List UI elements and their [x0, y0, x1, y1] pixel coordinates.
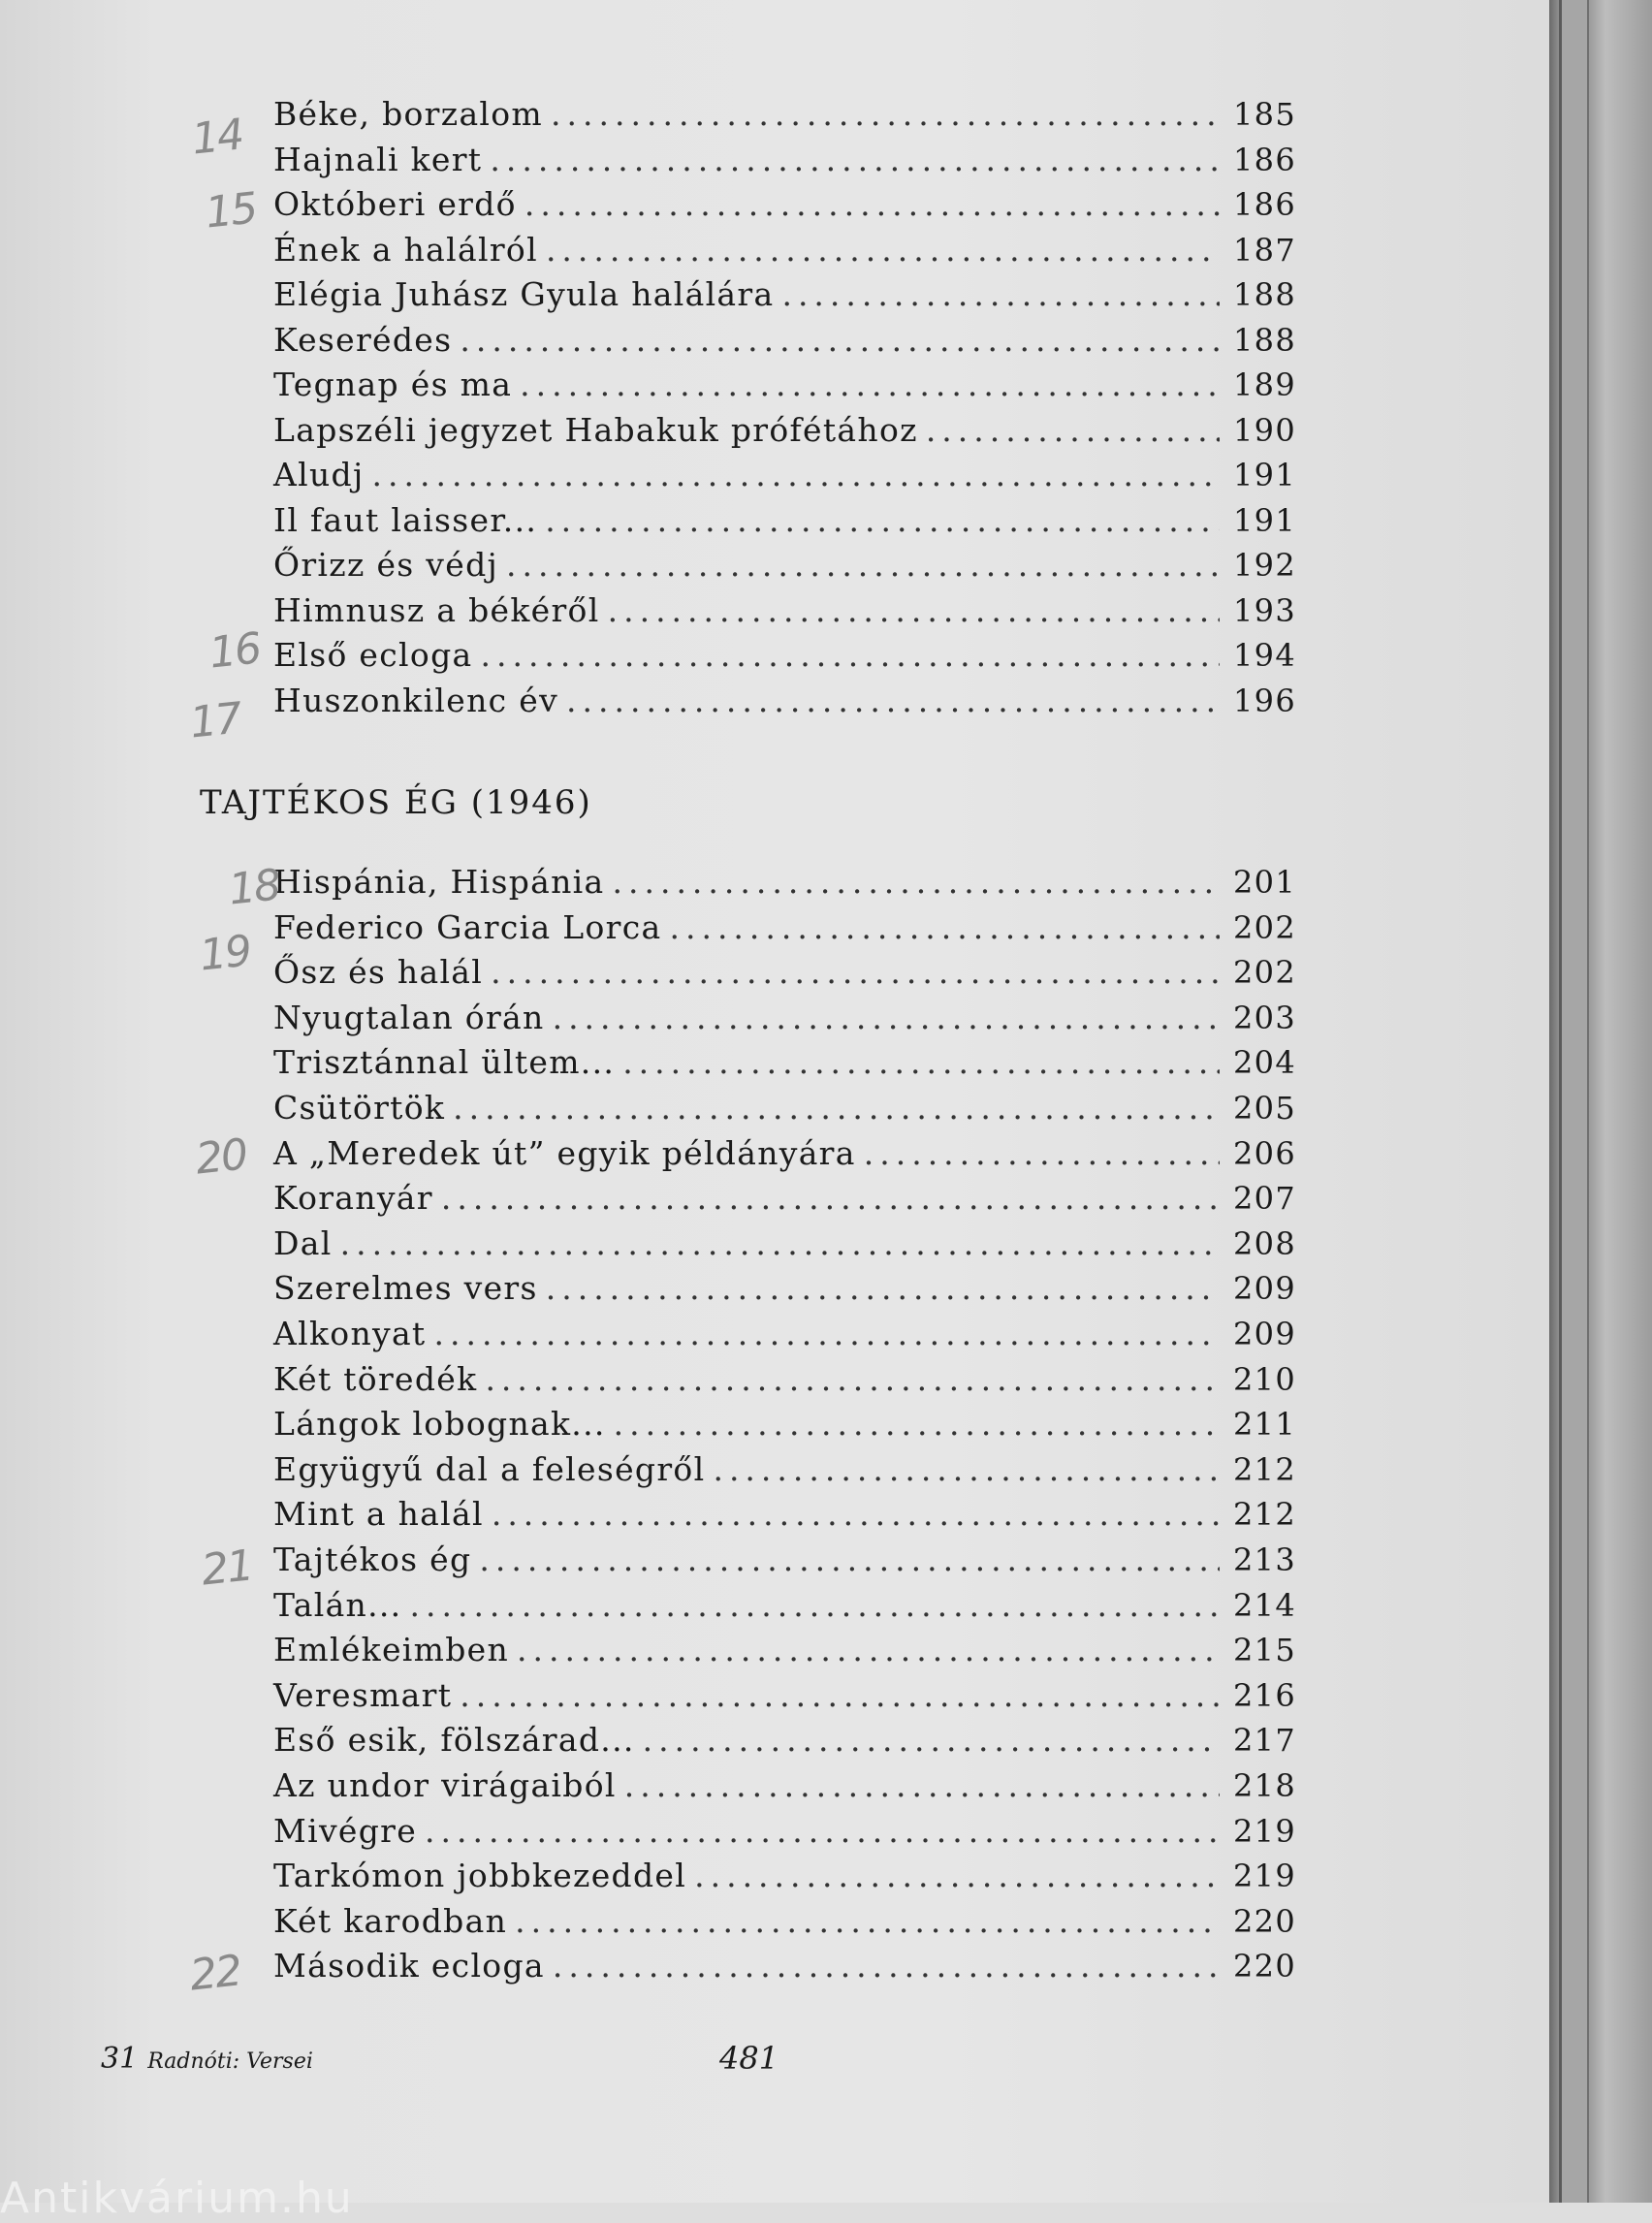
toc-entry-title: Hispánia, Hispánia: [273, 863, 605, 901]
dot-leader: [460, 321, 1220, 359]
toc-entry: [273, 320, 1296, 365]
toc-entry-title: Lángok lobognak...: [273, 1405, 606, 1444]
page-number: 481: [719, 2040, 779, 2077]
dot-leader: [614, 1405, 1220, 1443]
toc-entry-page: 208: [1233, 1224, 1296, 1262]
toc-entry-page: 194: [1233, 637, 1296, 674]
toc-entry: [273, 1585, 1296, 1631]
toc-entry-page: 214: [1233, 1586, 1296, 1624]
toc-entry: [273, 1857, 1296, 1901]
dot-leader: [479, 1540, 1220, 1578]
toc-entry-page: 202: [1233, 954, 1296, 992]
toc-entry: [273, 1089, 1296, 1133]
toc-entry-title: Az undor virágaiból: [273, 1766, 617, 1804]
toc-entry-page: 188: [1233, 321, 1296, 359]
dot-leader: [490, 141, 1220, 178]
toc-entry-page: 189: [1233, 366, 1296, 403]
toc-entry-page: 210: [1233, 1360, 1296, 1398]
toc-entry-page: 217: [1233, 1722, 1296, 1760]
dot-leader: [643, 1721, 1220, 1759]
toc-entry-page: 188: [1233, 276, 1296, 313]
toc-entry-page: 193: [1233, 591, 1296, 629]
toc-entry-title: Emlékeimben: [273, 1631, 510, 1669]
toc-entry-page: 201: [1233, 864, 1296, 901]
toc-entry: [273, 907, 1296, 953]
dot-leader: [460, 1676, 1220, 1714]
toc-entry-page: 220: [1233, 1902, 1296, 1940]
toc-entry-page: 204: [1233, 1044, 1296, 1082]
dot-leader: [441, 1179, 1220, 1217]
toc-entry: [273, 1359, 1296, 1405]
toc-entry-title: Huszonkilenc év: [273, 681, 559, 719]
toc-entry-title: Béke, borzalom: [273, 95, 544, 133]
toc-entry: [273, 1901, 1296, 1947]
toc-entry-title: Tegnap és ma: [273, 365, 513, 403]
toc-entry-title: Veresmart: [273, 1675, 453, 1714]
toc-entry-page: 209: [1233, 1270, 1296, 1308]
toc-entry-title: Első ecloga: [273, 636, 473, 674]
toc-entry-title: Csütörtök: [273, 1089, 446, 1127]
toc-entry: [273, 185, 1296, 230]
pencil-mark: 14: [189, 110, 245, 165]
toc-entry-title: Két töredék: [273, 1359, 478, 1398]
signature-text: Radnóti: Versei: [147, 2049, 313, 2074]
dot-leader: [566, 682, 1220, 719]
toc-entry: [273, 275, 1296, 320]
toc-entry: [273, 410, 1296, 456]
dot-leader: [515, 1902, 1220, 1940]
toc-entry-page: 196: [1233, 682, 1296, 719]
toc-entry-title: Lapszéli jegyzet Habakuk prófétához: [273, 410, 918, 449]
toc-entry: [273, 1223, 1296, 1269]
toc-entry: [273, 1495, 1296, 1540]
dot-leader: [340, 1224, 1220, 1262]
toc-entry: [273, 1766, 1296, 1811]
toc-entry-page: 209: [1233, 1316, 1296, 1352]
dot-leader: [491, 953, 1220, 991]
dot-leader: [372, 456, 1221, 493]
toc-entry: [273, 140, 1296, 185]
dot-leader: [781, 275, 1220, 313]
toc-entry-title: Elégia Juhász Gyula halálára: [273, 275, 775, 313]
toc-entry-page: 212: [1233, 1496, 1296, 1534]
dot-leader: [553, 999, 1220, 1036]
watermark: Antikvárium.hu: [0, 2174, 354, 2223]
toc-entry: [273, 1675, 1296, 1721]
toc-entry-title: Hajnali kert: [273, 140, 483, 178]
toc-entry-page: 212: [1233, 1450, 1296, 1488]
dot-leader: [622, 1043, 1220, 1081]
dot-leader: [506, 546, 1220, 584]
toc-entry-title: Szerelmes vers: [273, 1269, 538, 1308]
pencil-mark: 18: [226, 860, 282, 915]
toc-entry-title: Ének a halálról: [273, 230, 538, 269]
dot-leader: [453, 1089, 1220, 1127]
toc-entry-title: Il faut laisser...: [273, 500, 538, 539]
toc-entry: [273, 230, 1296, 275]
toc-entry-title: Aludj: [273, 456, 365, 493]
toc-entry: [273, 546, 1296, 590]
pencil-mark: 16: [206, 623, 263, 679]
dot-leader: [624, 1766, 1220, 1804]
toc-entry: [273, 1721, 1296, 1765]
toc-entry: [273, 1405, 1296, 1449]
dot-leader: [425, 1812, 1220, 1850]
toc-entry-page: 186: [1233, 141, 1296, 178]
toc-entry-page: 187: [1233, 231, 1296, 269]
toc-entry-title: Nyugtalan órán: [273, 998, 545, 1036]
toc-entry: [273, 681, 1296, 726]
toc-entry-page: 192: [1233, 547, 1296, 584]
dot-leader: [694, 1857, 1220, 1894]
dot-leader: [864, 1134, 1220, 1172]
toc-entry-title: Trisztánnal ültem...: [273, 1043, 616, 1082]
toc-entry-page: 218: [1233, 1767, 1296, 1804]
toc-entry-page: 219: [1233, 1858, 1296, 1895]
toc-entry-page: 202: [1233, 908, 1296, 946]
toc-entry-title: Őrizz és védj: [273, 546, 499, 584]
toc-entry-title: Alkonyat: [273, 1315, 427, 1352]
toc-entry-title: Eső esik, fölszárad...: [273, 1721, 635, 1760]
toc-entry: [273, 365, 1296, 410]
dot-leader: [485, 1360, 1220, 1398]
section-heading: TAJTÉKOS ÉG (1946): [200, 783, 592, 822]
toc-entry: [273, 1315, 1296, 1359]
dot-leader: [517, 1631, 1220, 1668]
dot-leader: [713, 1450, 1220, 1488]
toc-entry: [273, 998, 1296, 1043]
toc-entry: [273, 1269, 1296, 1314]
toc-entry-title: Két karodban: [273, 1901, 508, 1940]
toc-entry-title: Októberi erdő: [273, 185, 517, 223]
dot-leader: [546, 231, 1220, 269]
toc-entry: [273, 1947, 1296, 1991]
toc-entry-page: 185: [1233, 96, 1296, 133]
toc-entry: [273, 1811, 1296, 1857]
book-spine-edge: [1559, 0, 1589, 2203]
toc-entry-page: 191: [1233, 457, 1296, 493]
dot-leader: [612, 863, 1220, 901]
toc-entry: [273, 1449, 1296, 1495]
toc-entry-page: 206: [1233, 1134, 1296, 1172]
dot-leader: [553, 1947, 1220, 1985]
dot-leader: [409, 1586, 1220, 1624]
toc-entry-title: A „Meredek út” egyik példányára: [273, 1133, 856, 1172]
toc-entry-title: Tarkómon jobbkezeddel: [273, 1857, 687, 1895]
toc-entry-page: 215: [1233, 1632, 1296, 1669]
toc-entry-title: Koranyár: [273, 1179, 433, 1218]
dot-leader: [480, 636, 1220, 674]
dot-leader: [524, 185, 1220, 223]
dot-leader: [551, 95, 1220, 133]
dot-leader: [546, 1269, 1220, 1307]
toc-entry-title: Dal: [273, 1223, 333, 1262]
toc-entry: [273, 95, 1296, 140]
toc-entry: [273, 456, 1296, 500]
toc-entry: [273, 1133, 1296, 1179]
dot-leader: [433, 1315, 1220, 1352]
toc-entry-page: 203: [1233, 999, 1296, 1036]
pencil-mark: 22: [187, 1946, 243, 2001]
dot-leader: [545, 501, 1220, 539]
pencil-mark: 17: [187, 693, 243, 748]
toc-entry: [273, 590, 1296, 636]
pencil-mark: 21: [199, 1540, 255, 1596]
toc-entry: [273, 953, 1296, 998]
toc-entry: [273, 1540, 1296, 1585]
toc-entry-title: Federico Garcia Lorca: [273, 907, 662, 946]
toc-entry: [273, 636, 1296, 681]
toc-entry-title: Tajtékos ég: [273, 1540, 472, 1578]
toc-entry-page: 213: [1233, 1541, 1296, 1578]
toc-entry-title: Keserédes: [273, 320, 453, 359]
toc-entry-title: Mint a halál: [273, 1495, 484, 1534]
toc-entry-page: 219: [1233, 1812, 1296, 1850]
dot-leader: [608, 591, 1220, 629]
pencil-mark: 15: [203, 183, 259, 238]
toc-entry: [273, 1631, 1296, 1675]
dot-leader: [926, 411, 1220, 449]
toc-entry: [273, 1179, 1296, 1223]
toc-entry-title: Együgyű dal a feleségről: [273, 1449, 706, 1488]
toc-entry-page: 207: [1233, 1180, 1296, 1218]
dot-leader: [520, 365, 1220, 403]
toc-entry-title: Mivégre: [273, 1811, 418, 1850]
dot-leader: [492, 1495, 1220, 1533]
pencil-mark: 20: [193, 1129, 249, 1185]
printer-signature: [101, 2042, 313, 2076]
toc-entry-title: Második ecloga: [273, 1947, 545, 1985]
dot-leader: [669, 908, 1220, 946]
toc-entry-page: 190: [1233, 411, 1296, 449]
toc-entry-page: 220: [1233, 1948, 1296, 1985]
toc-entry-page: 191: [1233, 501, 1296, 539]
toc-entry-title: Talán...: [273, 1585, 402, 1624]
toc-entry-title: Ősz és halál: [273, 953, 484, 992]
toc-entry: [273, 1043, 1296, 1088]
toc-entry-page: 211: [1233, 1406, 1296, 1444]
toc-entry: [273, 500, 1296, 546]
signature-number: 31: [101, 2042, 139, 2076]
toc-entry: [273, 863, 1296, 907]
toc-entry-page: 186: [1233, 186, 1296, 223]
toc-entry-title: Himnusz a békéről: [273, 590, 600, 629]
pencil-mark: 19: [197, 926, 253, 981]
toc-entry-page: 205: [1233, 1090, 1296, 1127]
toc-entry-page: 216: [1233, 1676, 1296, 1714]
